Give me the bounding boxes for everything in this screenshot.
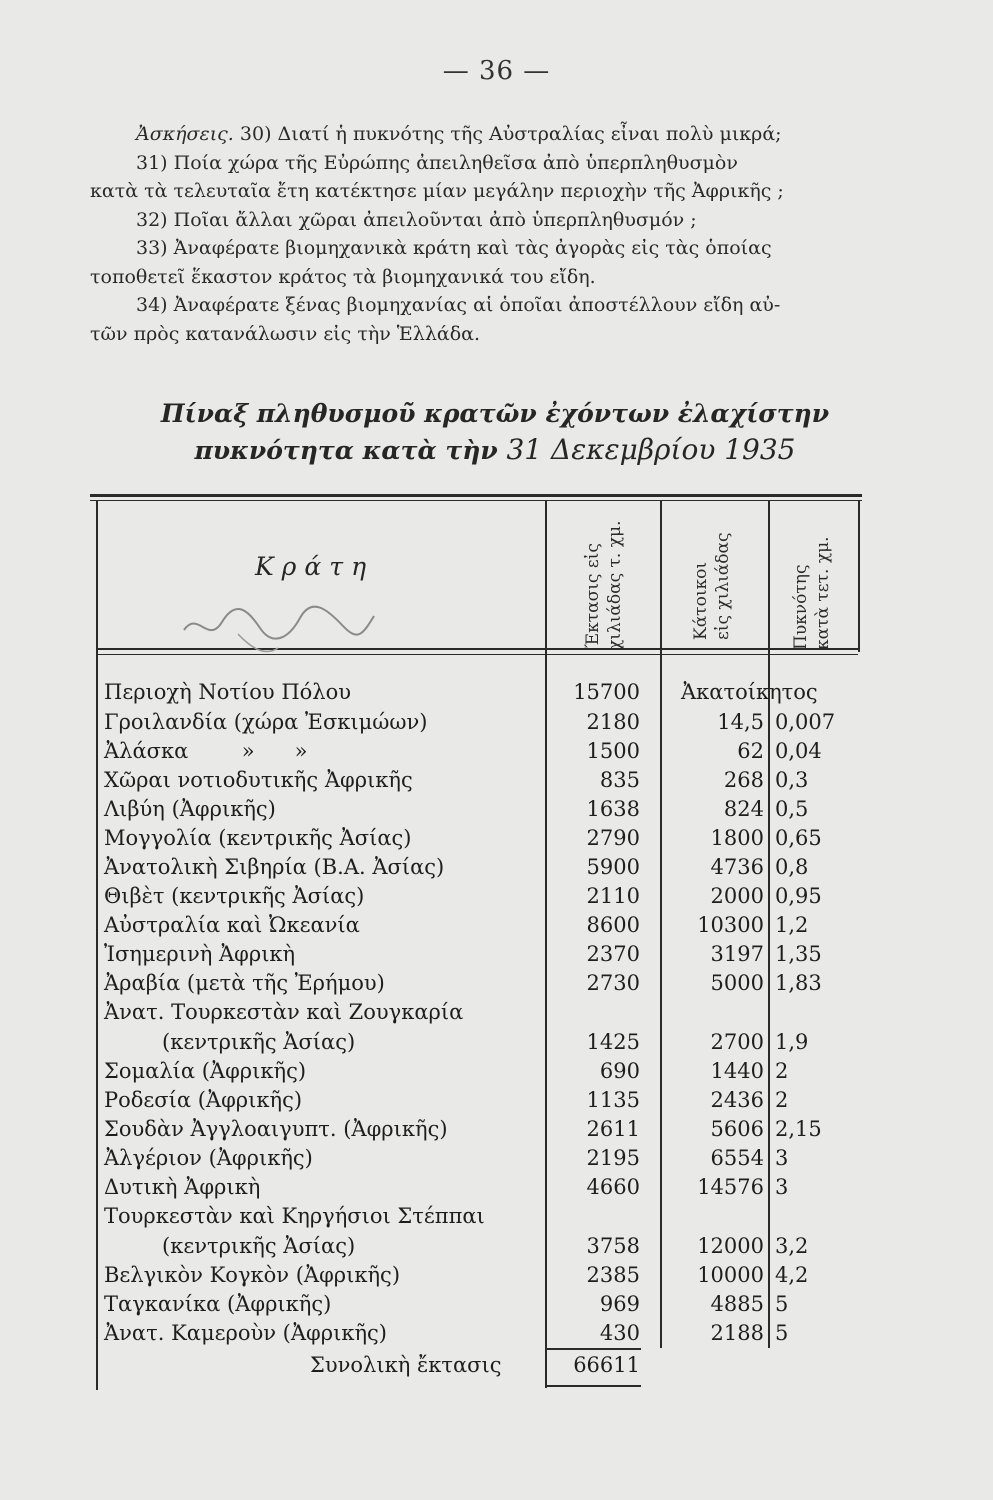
area-value: 2730	[586, 971, 640, 995]
table-row	[0, 1088, 993, 1117]
state-name: Γροιλανδία (χώρα Ἐσκιμώων)	[104, 710, 428, 734]
area-value: 430	[599, 1321, 640, 1345]
area-value: 4660	[586, 1175, 640, 1199]
total-area-label: Συνολικὴ ἔκτασις	[310, 1353, 502, 1377]
density-value: 0,3	[775, 768, 809, 792]
table-row	[0, 797, 993, 826]
table-top-rule-thin	[90, 500, 862, 501]
table-row	[0, 1030, 993, 1059]
population-value: 10300	[697, 913, 764, 937]
page-number: — 36 —	[442, 56, 551, 86]
area-value: 1425	[586, 1030, 640, 1054]
table-title-prefix: πυκνότητα κατὰ τὴν	[194, 436, 498, 465]
column-header-pop-line1: Κάτοικοι	[691, 561, 711, 640]
exercise-33-line1: 33) Ἀναφέρατε βιομηχανικὰ κράτη καὶ τὰς ἀγορὰς εἰς τὰς ὁποίας	[136, 237, 772, 259]
population-value: 3197	[710, 942, 764, 966]
population-value: 4885	[710, 1292, 764, 1316]
column-header-dens-line2: κατὰ τετ. χμ.	[813, 536, 833, 650]
density-value: 1,2	[775, 913, 809, 937]
density-value: 2	[775, 1088, 789, 1112]
area-value: 8600	[586, 913, 640, 937]
density-value: 0,5	[775, 797, 809, 821]
population-value: 14,5	[717, 710, 764, 734]
area-value: 2611	[586, 1117, 640, 1141]
state-name: Σουδὰν Ἀγγλοαιγυπτ. (Ἀφρικῆς)	[104, 1117, 448, 1141]
state-name: Ἰσημερινὴ Ἀφρικὴ	[104, 942, 296, 966]
table-row	[0, 826, 993, 855]
exercise-34-line1: 34) Ἀναφέρατε ξένας βιομηχανίας αἱ ὁποῖαι ἀποστέλλουν εἴδη αὐ-	[136, 294, 781, 316]
table-title-date: 31 Δεκεμβρίου 1935	[506, 433, 796, 466]
state-name: Λιβύη (Ἀφρικῆς)	[104, 797, 276, 821]
state-name-continued: (κεντρικῆς Ἀσίας)	[162, 1030, 356, 1054]
population-value: 5000	[710, 971, 764, 995]
density-value: 1,9	[775, 1030, 809, 1054]
state-name-continued: (κεντρικῆς Ἀσίας)	[162, 1234, 356, 1258]
density-value: 5	[775, 1321, 789, 1345]
state-name: Χῶραι νοτιοδυτικῆς Ἀφρικῆς	[104, 768, 413, 792]
column-header-area	[582, 521, 626, 651]
area-value: 2180	[586, 710, 640, 734]
population-value: 2436	[710, 1088, 764, 1112]
column-header-dens-line1: Πυκνότης	[791, 564, 811, 650]
state-name: Τουρκεστὰν καὶ Κηργήσιοι Στέππαι	[104, 1204, 485, 1228]
density-value: 4,2	[775, 1263, 809, 1287]
state-name: Ἀνατ. Καμεροὺν (Ἀφρικῆς)	[104, 1321, 387, 1345]
population-value: 1800	[710, 826, 764, 850]
column-header-density	[790, 536, 834, 650]
table-row	[0, 884, 993, 913]
population-value: 12000	[697, 1234, 764, 1258]
density-value: 0,04	[775, 739, 822, 763]
table-row	[0, 739, 993, 768]
exercises-label: Ἀσκήσεις.	[136, 123, 234, 145]
density-value: 0,95	[775, 884, 822, 908]
population-value: 2188	[710, 1321, 764, 1345]
uninhabited-label: Ἀκατοίκητος	[681, 680, 818, 704]
table-row	[0, 1263, 993, 1292]
column-header-area-line1: Ἔκτασις εἰς	[583, 543, 603, 650]
total-area-value: 66611	[573, 1353, 640, 1377]
state-name: Θιβὲτ (κεντρικῆς Ἀσίας)	[104, 884, 365, 908]
density-value: 5	[775, 1292, 789, 1316]
exercise-31-line2: κατὰ τὰ τελευταῖα ἔτη κατέκτησε μίαν μεγάλην περιοχὴν τῆς Ἀφρικῆς ;	[90, 180, 784, 202]
exercise-31-line1: 31) Ποία χώρα τῆς Εὐρώπης ἀπειληθεῖσα ἀπὸ ὑπερπληθυσμὸν	[136, 151, 738, 174]
area-value: 2370	[586, 942, 640, 966]
state-name: Δυτικὴ Ἀφρικὴ	[104, 1175, 261, 1199]
area-value: 2110	[586, 884, 640, 908]
table-row	[0, 1292, 993, 1321]
population-value: 2000	[710, 884, 764, 908]
table-row	[0, 1117, 993, 1146]
population-value: 10000	[697, 1263, 764, 1287]
state-name: Σομαλία (Ἀφρικῆς)	[104, 1059, 307, 1083]
state-name: Ἀλγέριον (Ἀφρικῆς)	[104, 1146, 313, 1170]
table-top-rule	[90, 494, 862, 497]
density-value: 3	[775, 1146, 789, 1170]
population-value: 2700	[710, 1030, 764, 1054]
population-value: 62	[737, 739, 764, 763]
area-value: 2790	[586, 826, 640, 850]
state-name: Ἀραβία (μετὰ τῆς Ἐρήμου)	[104, 971, 385, 995]
table-row	[0, 1000, 993, 1029]
table-row	[0, 971, 993, 1000]
area-value: 2385	[586, 1263, 640, 1287]
state-name: Ἀνατολικὴ Σιβηρία (Β.Α. Ἀσίας)	[104, 855, 445, 879]
density-value: 3,2	[775, 1234, 809, 1258]
state-name: Μογγολία (κεντρικῆς Ἀσίας)	[104, 826, 412, 850]
area-value: 690	[599, 1059, 640, 1083]
area-value: 5900	[586, 855, 640, 879]
population-value: 824	[723, 797, 764, 821]
state-name: Ἀνατ. Τουρκεστὰν καὶ Ζουγκαρία	[104, 1000, 464, 1024]
table-row	[0, 710, 993, 739]
exercise-32: 32) Ποῖαι ἄλλαι χῶραι ἀπειλοῦνται ἀπὸ ὑπερπληθυσμόν ;	[136, 208, 697, 231]
total-bottom-rule	[545, 1385, 641, 1387]
state-name: Βελγικὸν Κογκὸν (Ἀφρικῆς)	[104, 1263, 401, 1287]
table-row	[0, 855, 993, 884]
state-name: Ἀλάσκα » »	[104, 739, 308, 763]
area-value: 835	[599, 768, 640, 792]
right-border	[858, 500, 860, 652]
population-value: 4736	[710, 855, 764, 879]
area-value: 1135	[586, 1088, 640, 1112]
density-value: 1,35	[775, 942, 822, 966]
table-row	[0, 680, 993, 709]
state-name: Αὐστραλία καὶ Ὠκεανία	[104, 913, 360, 937]
population-value: 1440	[710, 1059, 764, 1083]
table-row	[0, 1204, 993, 1233]
table-row	[0, 1175, 993, 1204]
density-value: 2,15	[775, 1117, 822, 1141]
population-value: 6554	[710, 1146, 764, 1170]
density-value: 3	[775, 1175, 789, 1199]
density-value: 0,65	[775, 826, 822, 850]
area-value: 3758	[586, 1234, 640, 1258]
population-value: 268	[723, 768, 764, 792]
table-row	[0, 768, 993, 797]
state-name: Περιοχὴ Νοτίου Πόλου	[104, 680, 352, 704]
column-header-states: Κράτη	[255, 552, 375, 581]
exercise-34-line2: τῶν πρὸς κατανάλωσιν εἰς τὴν Ἑλλάδα.	[90, 322, 481, 345]
density-value: 0,8	[775, 855, 809, 879]
area-value: 969	[599, 1292, 640, 1316]
column-header-area-line2: χιλιάδας τ. χμ.	[605, 520, 625, 650]
table-row	[0, 913, 993, 942]
exercise-33-line2: τοποθετεῖ ἕκαστον κράτος τὰ βιομηχανικά του εἴδη.	[90, 265, 596, 288]
column-header-population	[690, 532, 734, 640]
table-title-line1: Πίναξ πληθυσμοῦ κρατῶν ἐχόντων ἐλαχίστην	[160, 399, 830, 428]
area-value: 2195	[586, 1146, 640, 1170]
density-value: 1,83	[775, 971, 822, 995]
state-name: Ροδεσία (Ἀφρικῆς)	[104, 1088, 303, 1112]
table-row	[0, 942, 993, 971]
area-value: 1500	[586, 739, 640, 763]
exercise-30-text: 30) Διατί ἡ πυκνότης τῆς Αὐστραλίας εἶναι πολὺ μικρά;	[239, 123, 782, 145]
population-value: 5606	[710, 1117, 764, 1141]
population-value: 14576	[697, 1175, 764, 1199]
table-row	[0, 1146, 993, 1175]
area-value: 15700	[573, 680, 640, 704]
table-row	[0, 1321, 993, 1350]
table-row	[0, 1059, 993, 1088]
column-header-pop-line2: εἰς χιλιάδας	[713, 532, 733, 640]
density-value: 2	[775, 1059, 789, 1083]
table-row	[0, 1234, 993, 1263]
density-value: 0,007	[775, 710, 836, 734]
handwritten-signature	[178, 590, 378, 660]
state-name: Ταγκανίκα (Ἀφρικῆς)	[104, 1292, 332, 1316]
area-value: 1638	[586, 797, 640, 821]
